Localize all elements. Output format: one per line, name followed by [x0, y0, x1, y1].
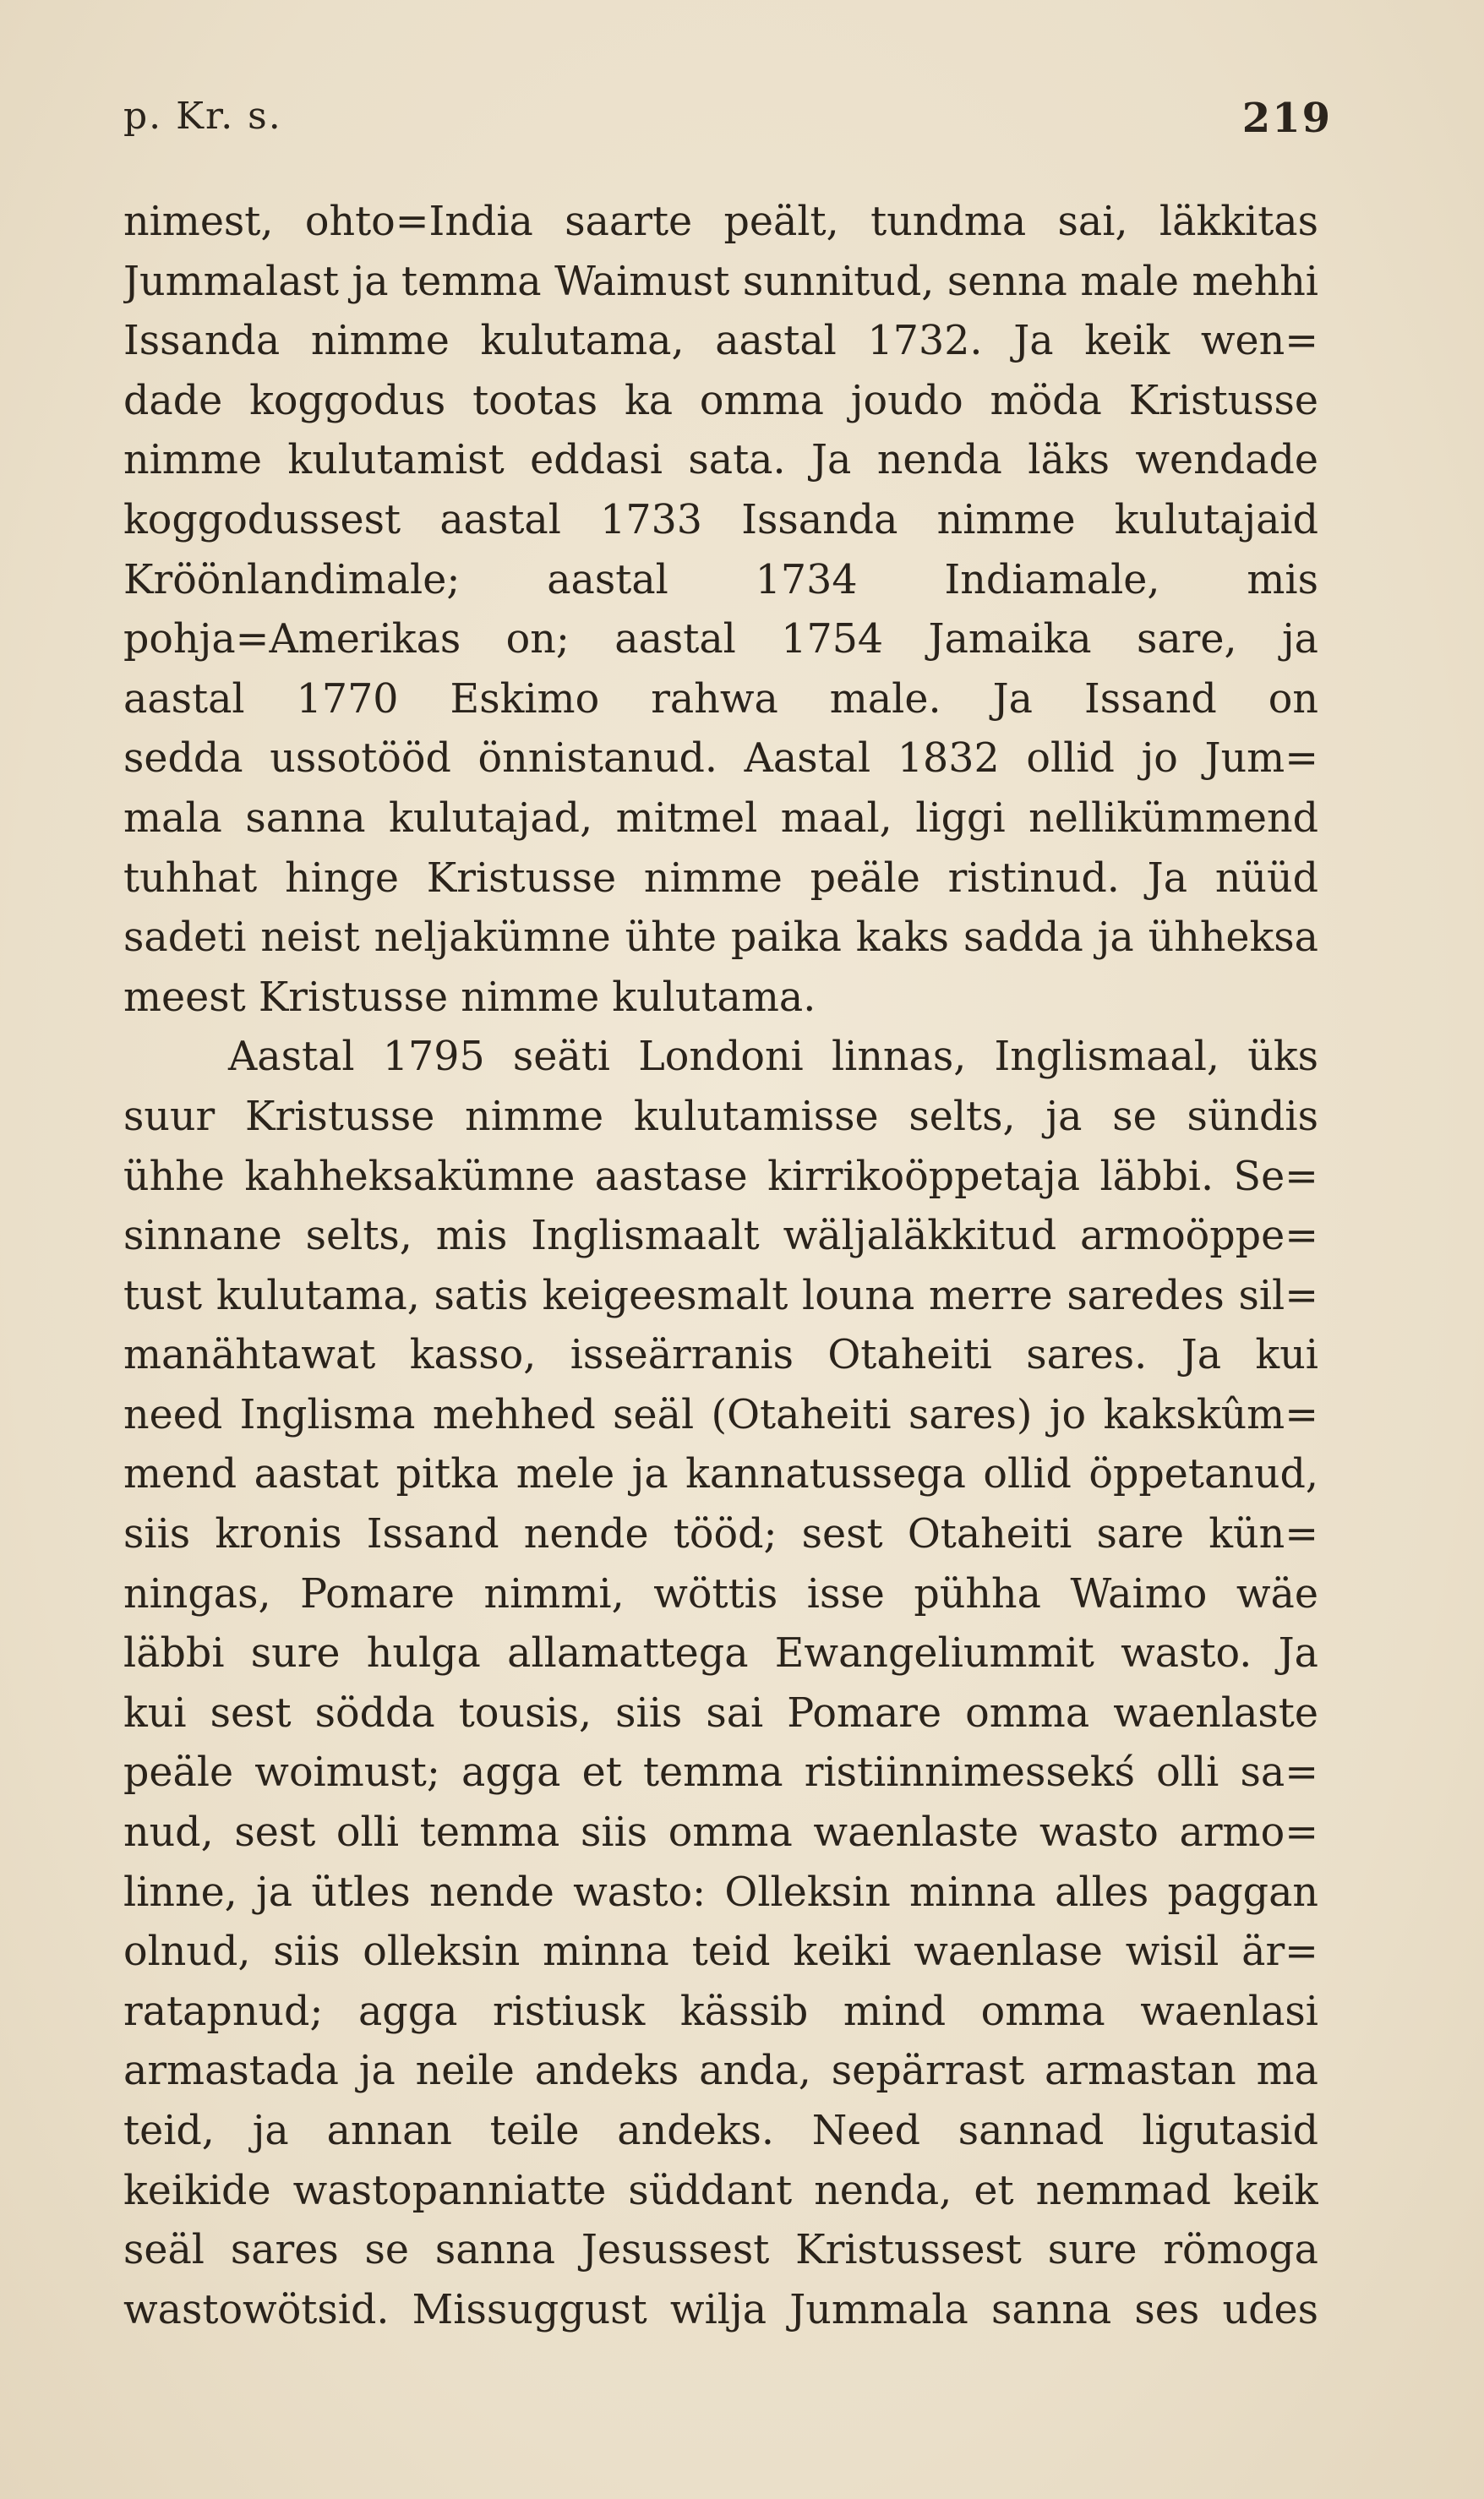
- text-line-24: ningas, Pomare nimmi, wöttis isse pühha Waimo wäe: [123, 1570, 1318, 1618]
- text-line-5: nimme kulutamist eddasi sata. Ja nenda läks wendade: [123, 437, 1318, 484]
- text-line-16: suur Kristusse nimme kulutamisse selts, ja se sündis: [123, 1093, 1318, 1140]
- text-line-35: seäl sares se sanna Jesussest Kristussest sure römoga: [123, 2227, 1318, 2274]
- text-line-21: need Inglisma mehhed seäl (Otaheiti sares) jo kakskûm=: [123, 1391, 1318, 1438]
- text-line-19: tust kulutama, satis keigeesmalt louna merre saredes sil=: [123, 1272, 1318, 1319]
- text-line-8: pohja=Amerikas on; aastal 1754 Jamaika sare, ja: [123, 616, 1318, 663]
- text-line-17: ühhe kahheksakümne aastase kirrikoöppetaja läbbi. Se=: [123, 1153, 1318, 1200]
- text-line-27: peäle woimust; agga et temma ristiinnimessekś olli sa=: [123, 1749, 1318, 1797]
- text-line-33: teid, ja annan teile andeks. Need sannad ligutasid: [123, 2108, 1318, 2154]
- text-line-1: nimest, ohto=India saarte peält, tundma sai, läkkitas: [123, 199, 1318, 245]
- text-line-15: Aastal 1795 seäti Londoni linnas, Inglismaal, üks: [228, 1034, 1318, 1081]
- text-line-26: kui sest södda tousis, siis sai Pomare omma waenlaste: [123, 1689, 1318, 1737]
- text-line-6: koggodussest aastal 1733 Issanda nimme kulutajaid: [123, 496, 1318, 543]
- text-line-10: sedda ussotööd önnistanud. Aastal 1832 ollid jo Jum=: [123, 735, 1318, 783]
- text-line-34: keikide wastopanniatte süddant nenda, et nemmad keik: [123, 2167, 1318, 2214]
- text-line-29: linne, ja ütles nende wasto: Olleksin minna alles paggan: [123, 1869, 1318, 1916]
- text-line-28: nud, sest olli temma siis omma waenlaste wasto armo=: [123, 1809, 1318, 1857]
- text-line-11: mala sanna kulutajad, mitmel maal, liggi nellikümmend: [123, 794, 1318, 842]
- text-line-32: armastada ja neile andeks anda, sepärrast armastan ma: [123, 2048, 1318, 2095]
- text-line-3: Issanda nimme kulutama, aastal 1732. Ja keik wen=: [123, 318, 1318, 365]
- text-line-12: tuhhat hinge Kristusse nimme peäle ristinud. Ja nüüd: [123, 854, 1318, 902]
- running-head-era: p. Kr. s.: [123, 95, 282, 138]
- text-line-2: Jummalast ja temma Waimust sunnitud, senna male mehhi: [123, 258, 1318, 305]
- text-line-23: siis kronis Issand nende tööd; sest Otaheiti sare kün=: [123, 1511, 1318, 1558]
- text-line-9: aastal 1770 Eskimo rahwa male. Ja Issand on: [123, 675, 1318, 723]
- body-text: [123, 193, 1318, 2340]
- page-number: 219: [1241, 95, 1332, 142]
- text-line-4: dade koggodus tootas ka omma joudo möda Kristusse: [123, 377, 1318, 424]
- text-line-7: Kröönlandimale; aastal 1734 Indiamale, mis: [123, 556, 1318, 603]
- text-line-31: ratapnud; agga ristiusk kässib mind omma waenlasi: [123, 1988, 1318, 2035]
- running-head: [123, 95, 1332, 154]
- text-line-18: sinnane selts, mis Inglismaalt wäljaläkkitud armoöppe=: [123, 1213, 1318, 1260]
- text-line-20: manähtawat kasso, isseärranis Otaheiti sares. Ja kui: [123, 1332, 1318, 1379]
- text-line-13: sadeti neist neljakümne ühte paika kaks sadda ja ühheksa: [123, 914, 1318, 962]
- text-line-22: mend aastat pitka mele ja kannatussega ollid öppetanud,: [123, 1451, 1318, 1498]
- text-line-25: läbbi sure hulga allamattega Ewangeliummit wasto. Ja: [123, 1630, 1318, 1678]
- text-line-14: meest Kristusse nimme kulutama.: [123, 974, 816, 1021]
- text-line-36: wastowötsid. Missuggust wilja Jummala sanna ses udes: [123, 2286, 1318, 2333]
- text-line-30: olnud, siis olleksin minna teid keiki waenlase wisil är=: [123, 1929, 1318, 1976]
